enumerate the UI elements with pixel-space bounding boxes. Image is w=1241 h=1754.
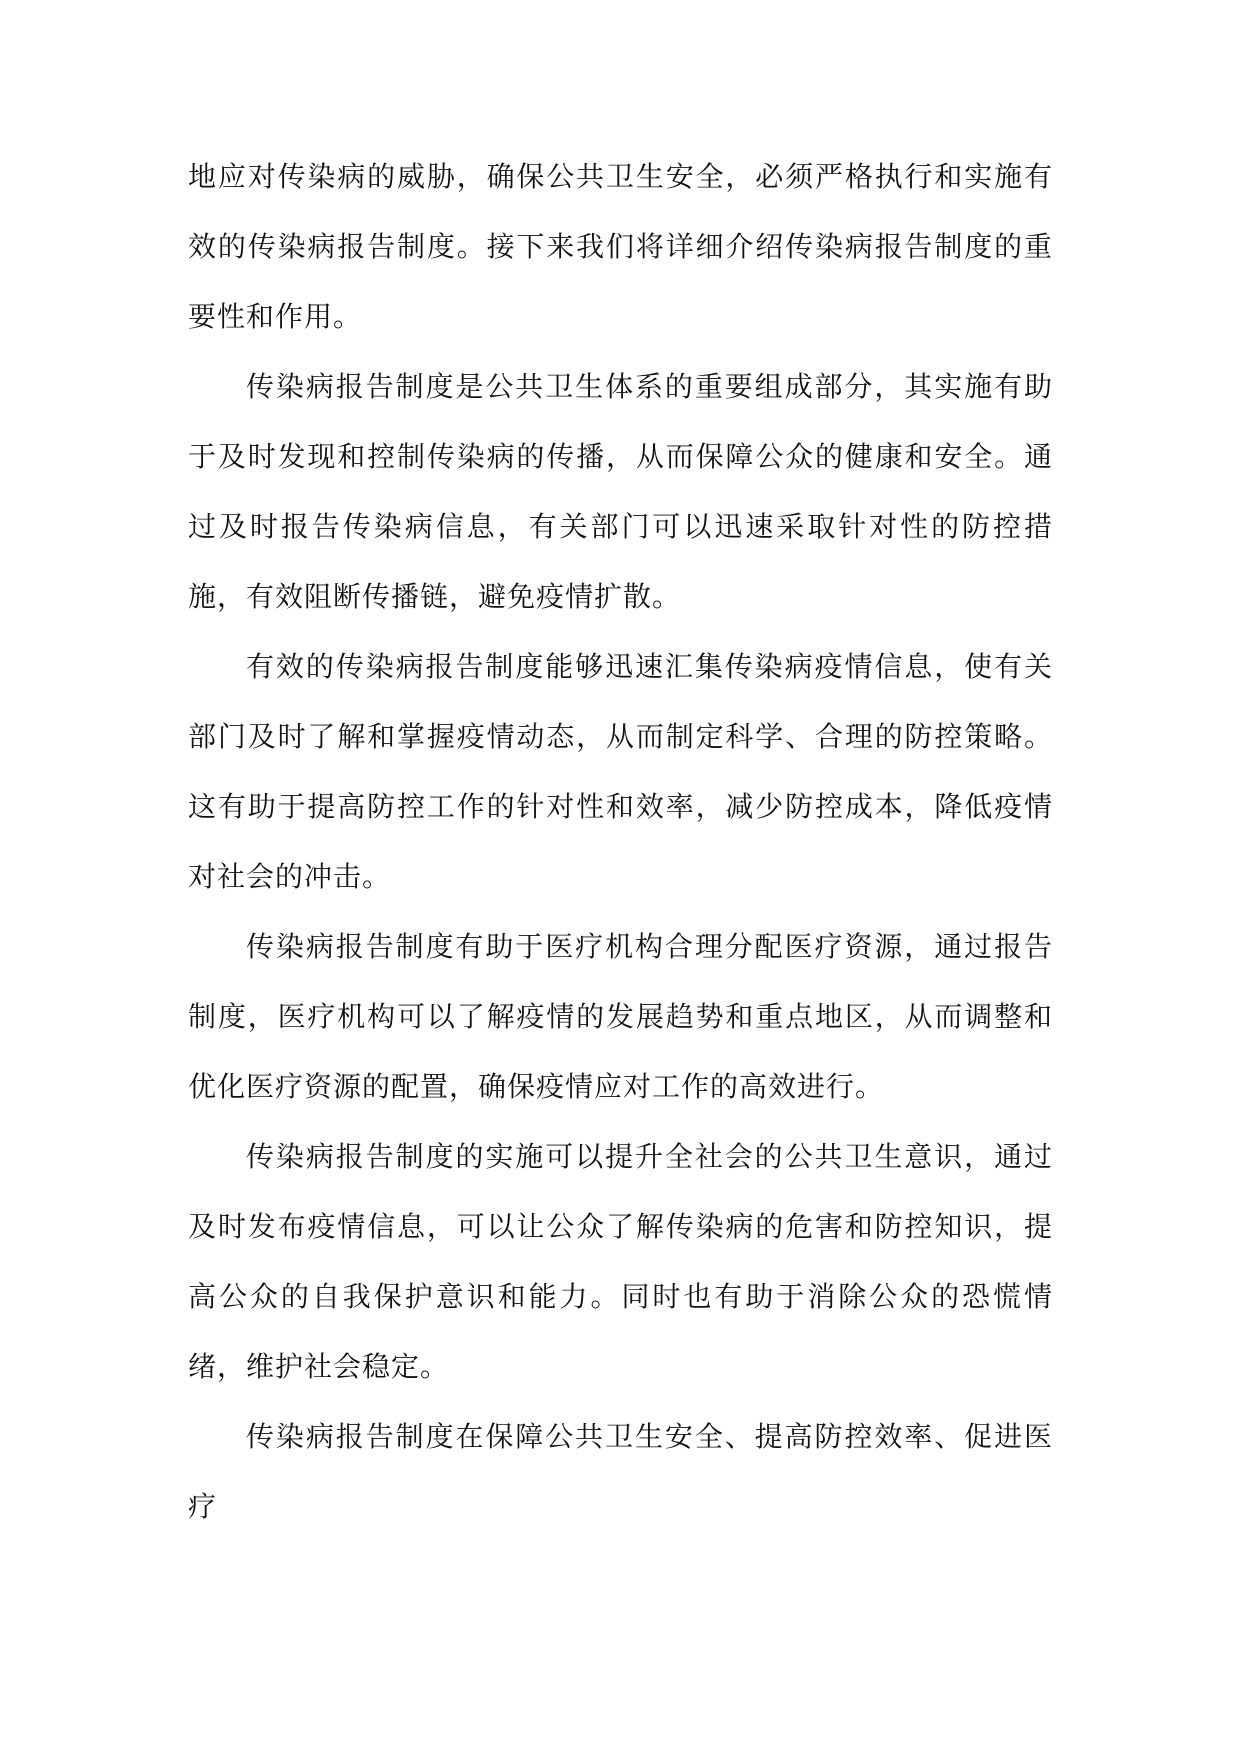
paragraph-1: 地应对传染病的威胁，确保公共卫生安全，必须严格执行和实施有效的传染病报告制度。接下来我们将详细介绍传染病报告制度的重要性和作用。 xyxy=(188,160,1053,333)
paragraph-6: 传染病报告制度在保障公共卫生安全、提高防控效率、促进医疗 xyxy=(188,1420,1053,1523)
paragraph-2: 传染病报告制度是公共卫生体系的重要组成部分，其实施有助于及时发现和控制传染病的传播，从而保障公众的健康和安全。通过及时报告传染病信息，有关部门可以迅速采取针对性的防控措施，有效阻断传播链，避免疫情扩散。 xyxy=(188,370,1053,613)
document-body xyxy=(188,142,1053,1542)
paragraph-3: 有效的传染病报告制度能够迅速汇集传染病疫情信息，使有关部门及时了解和掌握疫情动态，从而制定科学、合理的防控策略。这有助于提高防控工作的针对性和效率，减少防控成本，降低疫情对社会的冲击。 xyxy=(188,650,1053,893)
paragraph-5: 传染病报告制度的实施可以提升全社会的公共卫生意识，通过及时发布疫情信息，可以让公众了解传染病的危害和防控知识，提高公众的自我保护意识和能力。同时也有助于消除公众的恐慌情绪，维护社会稳定。 xyxy=(188,1140,1053,1383)
paragraph-4: 传染病报告制度有助于医疗机构合理分配医疗资源，通过报告制度，医疗机构可以了解疫情的发展趋势和重点地区，从而调整和优化医疗资源的配置，确保疫情应对工作的高效进行。 xyxy=(188,930,1053,1103)
